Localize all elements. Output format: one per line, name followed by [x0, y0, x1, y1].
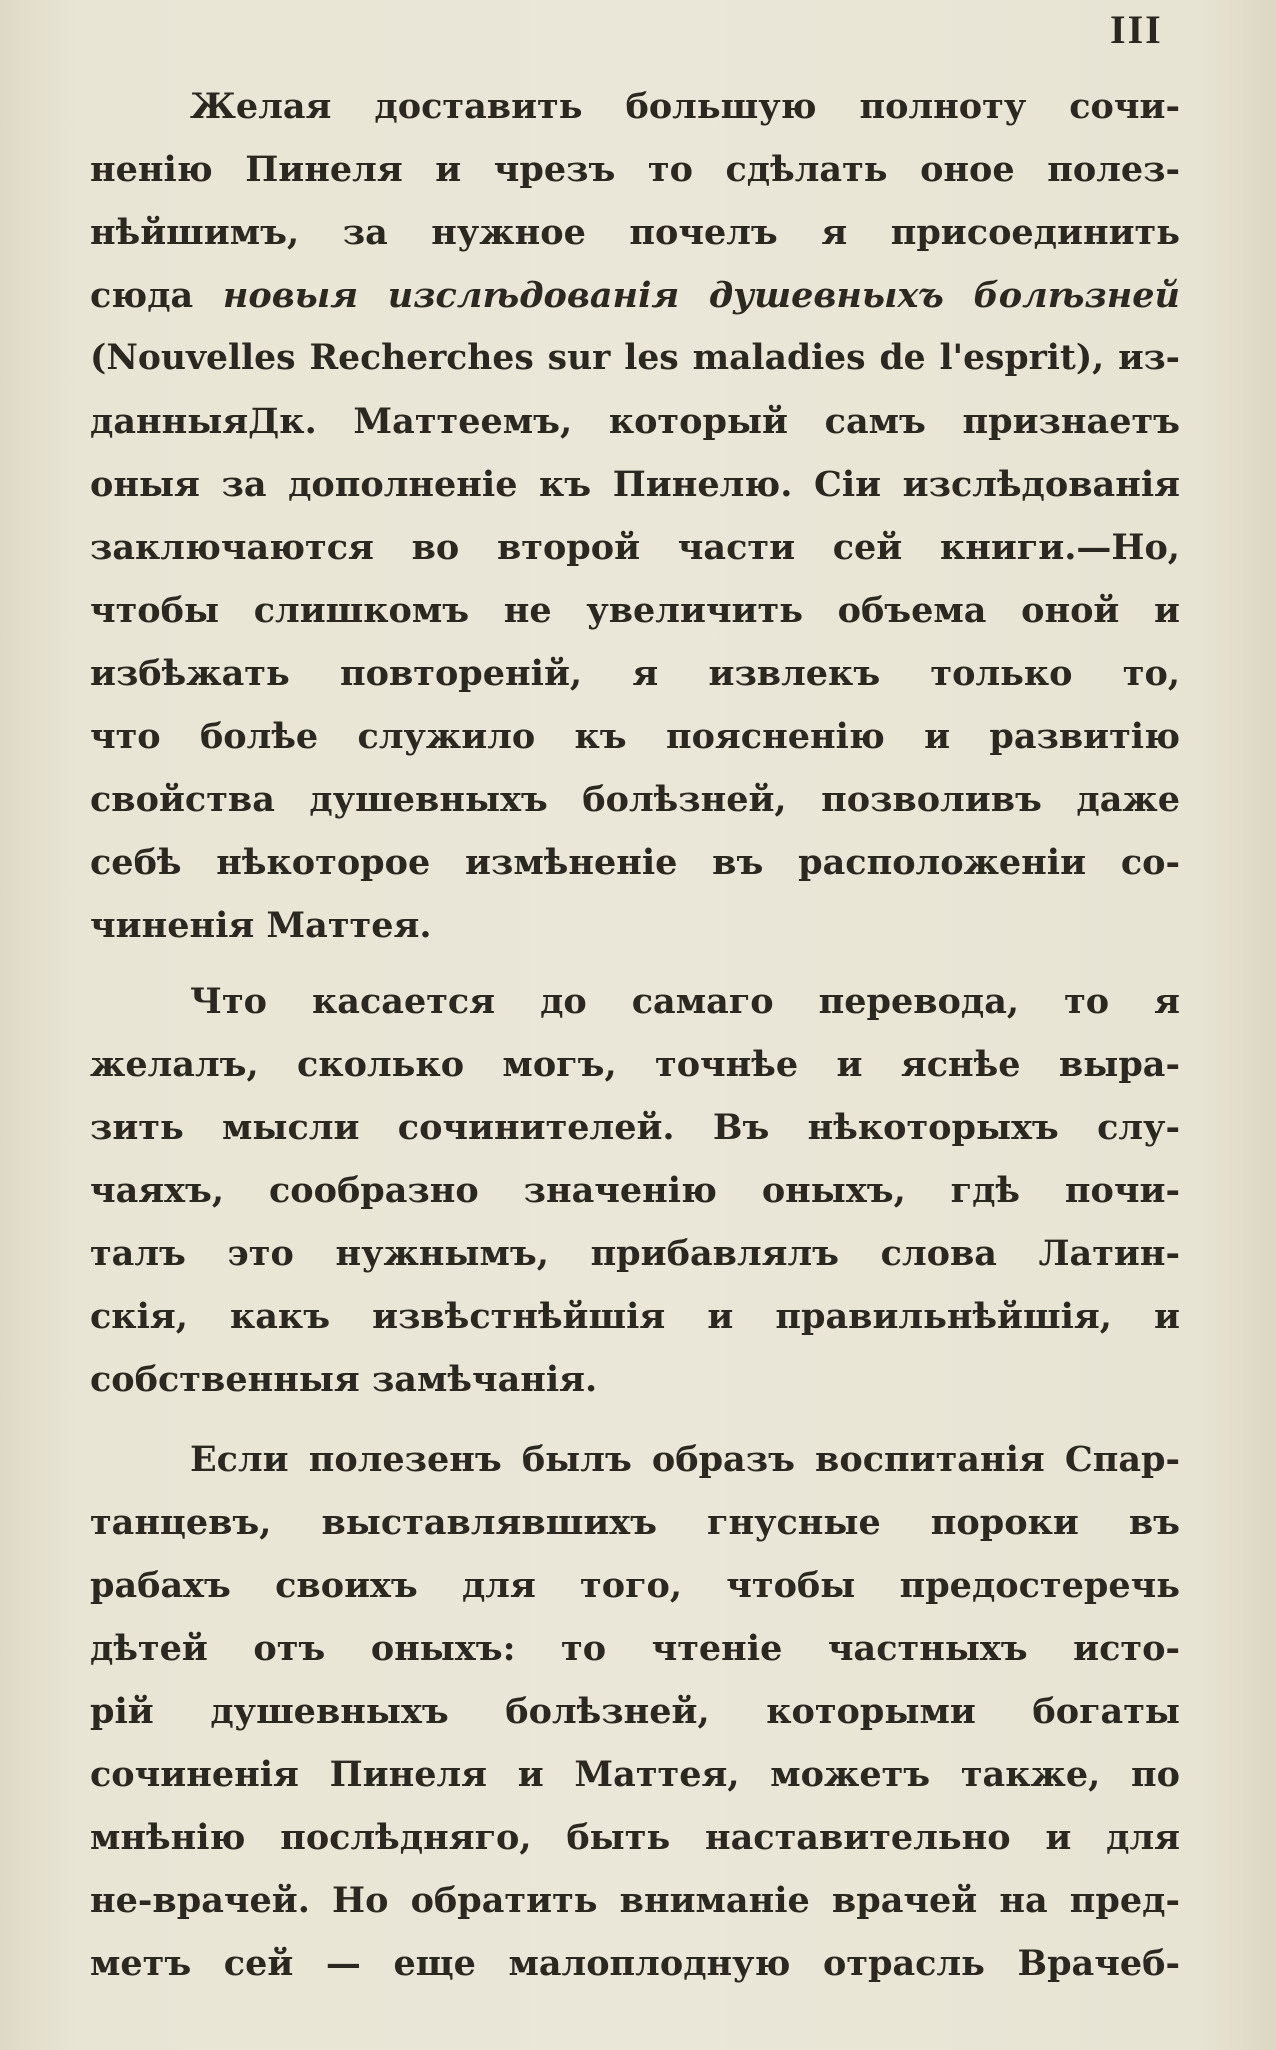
text-line: что болѣе служило къ поясненію и развитію — [90, 716, 1180, 757]
text-line: данныяДк. Маттеемъ, который самъ признаетъ — [90, 401, 1180, 442]
text-line: скія, какъ извѣстнѣйшія и правильнѣйшія, и — [90, 1296, 1180, 1337]
text-line: свойства душевныхъ болѣзней, позволивъ даже — [90, 779, 1180, 820]
text-line: сочиненія Пинеля и Маттея, можетъ также, по — [90, 1754, 1180, 1795]
paragraph-3 — [90, 1428, 1180, 1995]
text-segment: сюда — [90, 275, 223, 316]
text-line: желалъ, сколько могъ, точнѣе и яснѣе выра- — [90, 1044, 1180, 1085]
text-line: не-врачей. Но обратить вниманіе врачей на пред- — [90, 1880, 1180, 1921]
text-line: нѣйшимъ, за нужное почелъ я присоединить — [90, 212, 1180, 253]
text-line: дѣтей отъ оныхъ: то чтеніе частныхъ исто- — [90, 1628, 1180, 1669]
text-line: танцевъ, выставлявшихъ гнусные пороки въ — [90, 1502, 1180, 1543]
text-line: Что касается до самаго перевода, то я — [190, 981, 1180, 1022]
text-line: заключаются во второй части сей книги.—Но, — [90, 527, 1180, 568]
text-line: талъ это нужнымъ, прибавлялъ слова Латин- — [90, 1233, 1180, 1274]
text-line: ненію Пинеля и чрезъ то сдѣлать оное полез- — [90, 149, 1180, 190]
text-line — [90, 264, 1180, 327]
text-line: себѣ нѣкоторое измѣненіе въ расположеніи со- — [90, 842, 1180, 883]
paragraph-2 — [90, 970, 1180, 1411]
text-line: зить мысли сочинителей. Въ нѣкоторыхъ слу- — [90, 1107, 1180, 1148]
text-line: Желая доставить большую полноту сочи- — [190, 86, 1180, 127]
text-line: избѣжать повтореній, я извлекъ только то, — [90, 653, 1180, 694]
text-line: (Nouvelles Recherches sur les maladies de l'esprit), из- — [90, 338, 1180, 378]
text-line: Если полезенъ былъ образъ воспитанія Спар- — [190, 1439, 1180, 1480]
italic-title: новыя изслѣдованія душевныхъ болѣзней — [222, 275, 1181, 316]
paragraph-1 — [90, 75, 1180, 957]
text-line: чаяхъ, сообразно значенію оныхъ, гдѣ почи- — [90, 1170, 1180, 1211]
text-line: метъ сей — еще малоплодную отрасль Врачеб- — [90, 1943, 1180, 1984]
text-line: оныя за дополненіе къ Пинелю. Сіи изслѣдованія — [90, 464, 1180, 505]
text-line: рій душевныхъ болѣзней, которыми богаты — [90, 1691, 1180, 1732]
text-line: собственныя замѣчанія. — [90, 1359, 598, 1400]
text-line: мнѣнію послѣдняго, быть наставительно и для — [90, 1817, 1180, 1858]
page-number: III — [1110, 7, 1163, 52]
text-line: чиненія Маттея. — [90, 905, 432, 946]
text-line: рабахъ своихъ для того, чтобы предостеречь — [90, 1565, 1180, 1606]
text-line: чтобы слишкомъ не увеличить объема оной и — [90, 590, 1180, 631]
